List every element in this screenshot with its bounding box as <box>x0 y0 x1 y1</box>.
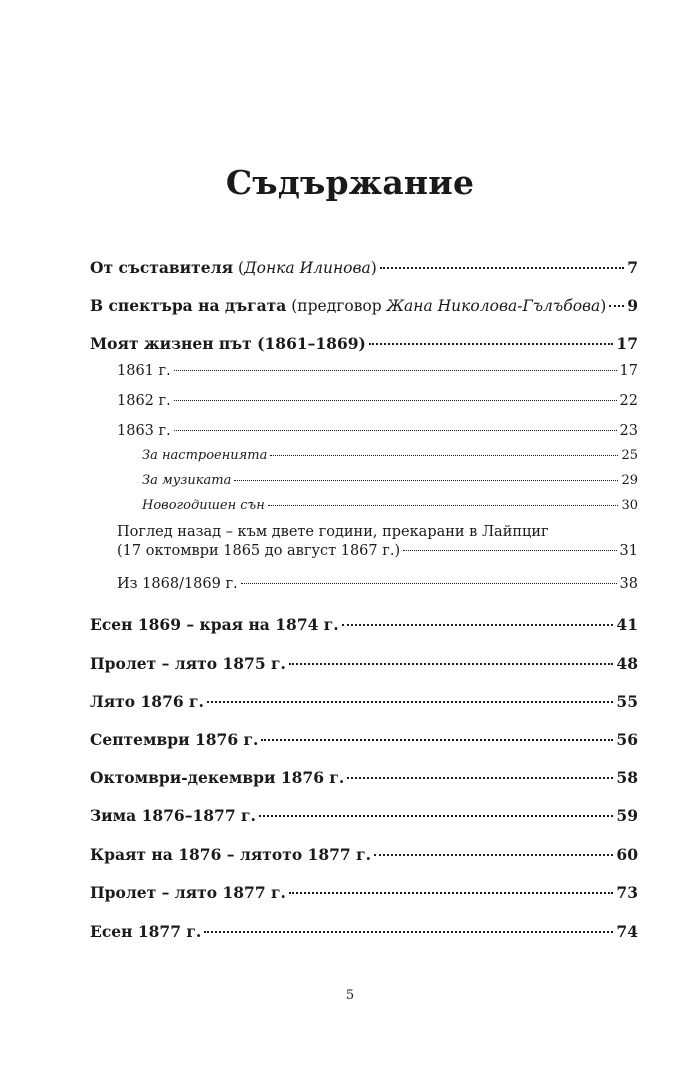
toc-page-number: 17 <box>616 334 638 353</box>
toc-entry-label: Пролет – лято 1875 г. <box>90 654 286 673</box>
toc-entry-label: Пролет – лято 1877 г. <box>90 883 286 902</box>
toc-entry-label: Есен 1877 г. <box>90 922 202 941</box>
dot-leader <box>380 267 624 269</box>
dot-leader <box>270 455 618 456</box>
toc-page-number: 41 <box>616 615 638 634</box>
toc-entry-label: За музиката <box>142 473 232 488</box>
dot-leader <box>369 343 614 345</box>
toc-page-number: 38 <box>619 576 638 592</box>
toc-page-number: 22 <box>619 393 638 409</box>
toc-entry[interactable] <box>90 730 638 749</box>
toc-page-number: 73 <box>616 883 638 902</box>
toc-page-number: 60 <box>616 845 638 864</box>
dot-leader <box>347 777 613 779</box>
toc-entry[interactable] <box>90 654 638 673</box>
toc-page-number: 31 <box>619 543 638 559</box>
dot-leader <box>207 701 613 703</box>
toc-page-number: 56 <box>616 730 638 749</box>
toc-page-number: 25 <box>621 448 638 463</box>
toc-entry-label: Моят жизнен път (1861–1869) <box>90 334 366 353</box>
toc-page-number: 59 <box>616 806 638 825</box>
toc-entry[interactable] <box>117 393 638 409</box>
page-number: 5 <box>345 988 355 1003</box>
toc-entry[interactable] <box>90 296 638 315</box>
toc-entry[interactable] <box>90 845 638 864</box>
toc-entry[interactable] <box>142 473 638 488</box>
toc-entry[interactable] <box>142 448 638 463</box>
toc-entry-label-line2: (17 октомври 1865 до август 1867 г.) <box>117 543 401 559</box>
toc-entry-label: Из 1868/1869 г. <box>117 576 238 592</box>
toc-page-number: 48 <box>616 654 638 673</box>
toc-entry-label: Октомври-декември 1876 г. <box>90 768 345 787</box>
toc-page-number: 55 <box>616 692 638 711</box>
dot-leader <box>204 931 613 933</box>
toc-entry-label: Новогодишен сън <box>142 498 265 513</box>
dot-leader <box>174 430 617 431</box>
toc-page-number: 23 <box>619 423 638 439</box>
dot-leader <box>374 854 613 856</box>
toc-entry-label: Лято 1876 г. <box>90 692 204 711</box>
toc-entry-label: Зима 1876–1877 г. <box>90 806 256 825</box>
dot-leader <box>342 624 614 626</box>
toc-entry-label: От съставителя (Донка Илинова) <box>90 258 377 277</box>
toc-page-number: 30 <box>621 498 638 513</box>
toc-page-number: 29 <box>621 473 638 488</box>
dot-leader <box>403 550 616 551</box>
dot-leader <box>268 505 619 506</box>
toc-entry-label: В спектъра на дъгата (предговор Жана Николова-Гълъбова) <box>90 296 607 315</box>
toc-entry[interactable] <box>117 423 638 439</box>
toc-entry[interactable] <box>90 922 638 941</box>
toc-entry-label: 1863 г. <box>117 423 171 439</box>
toc-entry[interactable] <box>90 692 638 711</box>
toc-page-number: 9 <box>627 296 638 315</box>
dot-leader <box>174 400 617 401</box>
page-title: Съдържание <box>225 163 475 202</box>
toc-entry[interactable] <box>90 768 638 787</box>
toc-entry-label: Септември 1876 г. <box>90 730 259 749</box>
toc-entry[interactable] <box>90 615 638 634</box>
toc-entry-label: 1862 г. <box>117 393 171 409</box>
dot-leader <box>241 583 617 584</box>
toc-page-number: 17 <box>619 363 638 379</box>
toc-entry[interactable] <box>117 363 638 379</box>
toc-entry[interactable] <box>90 334 638 353</box>
dot-leader <box>234 480 618 481</box>
dot-leader <box>259 815 614 817</box>
toc-entry-label: 1861 г. <box>117 363 171 379</box>
toc-entry-label: За настроенията <box>142 448 268 463</box>
dot-leader <box>261 739 613 741</box>
toc-page-number: 74 <box>616 922 638 941</box>
toc-entry-label: Краят на 1876 – лятото 1877 г. <box>90 845 371 864</box>
toc-page-number: 58 <box>616 768 638 787</box>
toc-entry-label-line1: Поглед назад – към двете години, прекарани в Лайпциг <box>117 524 549 540</box>
dot-leader <box>174 370 617 371</box>
toc-entry[interactable] <box>90 258 638 277</box>
toc-entry[interactable] <box>90 806 638 825</box>
toc-entry-label: Есен 1869 – края на 1874 г. <box>90 615 339 634</box>
toc-entry[interactable] <box>142 498 638 513</box>
toc-page-number: 7 <box>627 258 638 277</box>
dot-leader <box>609 305 624 307</box>
toc-entry[interactable] <box>90 883 638 902</box>
toc-entry[interactable] <box>117 524 638 559</box>
dot-leader <box>289 663 614 665</box>
toc-entry[interactable] <box>117 576 638 592</box>
dot-leader <box>289 892 614 894</box>
